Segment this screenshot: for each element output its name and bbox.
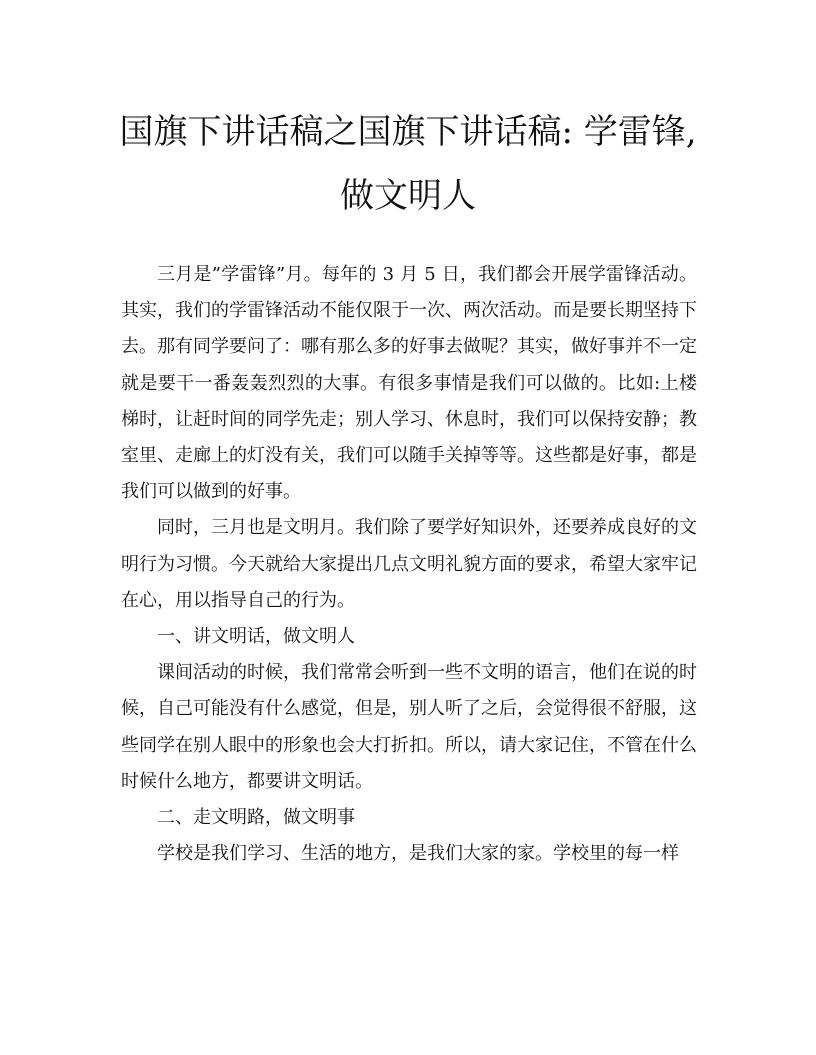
paragraph-intro: 三月是”学雷锋”月。每年的 3 月 5 日，我们都会开展学雷锋活动。其实，我们的学雷锋活动不能仅限于一次、两次活动。而是要长期坚持下去。那有同学要问了：哪有那么多的好事去做呢？其实，做好事并不一定就是要干一番轰轰烈烈的大事。有很多事情是我们可以做的。比如:上楼梯时，让赶时间的同学先走；别人学习、休息时，我们可以保持安静；教室里、走廊上的灯没有关，我们可以随手关掉等等。这些都是好事，都是我们可以做到的好事。 [121, 264, 697, 503]
paragraph-civil-speech: 课间活动的时候，我们常常会听到一些不文明的语言，他们在说的时候，自己可能没有什么感觉，但是，别人听了之后，会觉得很不舒服，这些同学在别人眼中的形象也会大打折扣。所以，请大家记住，不管在什么时候什么地方，都要讲文明话。 [121, 662, 697, 792]
paragraph-school-home: 学校是我们学习、生活的地方，是我们大家的家。学校里的每一样 [157, 843, 679, 865]
document-title [100, 100, 716, 228]
paragraph-civility-month: 同时，三月也是文明月。我们除了要学好知识外，还要养成良好的文明行为习惯。今天就给大家提出几点文明礼貌方面的要求，希望大家牢记在心，用以指导自己的行为。 [121, 517, 697, 611]
section-heading-2: 二、走文明路，做文明事 [157, 807, 355, 829]
section-heading-1: 一、讲文明话，做文明人 [157, 626, 355, 648]
title-line-1: 国旗下讲话稿之国旗下讲话稿: 学雷锋, [119, 112, 697, 152]
document-body [121, 257, 697, 872]
title-line-2: 做文明人 [340, 176, 476, 216]
